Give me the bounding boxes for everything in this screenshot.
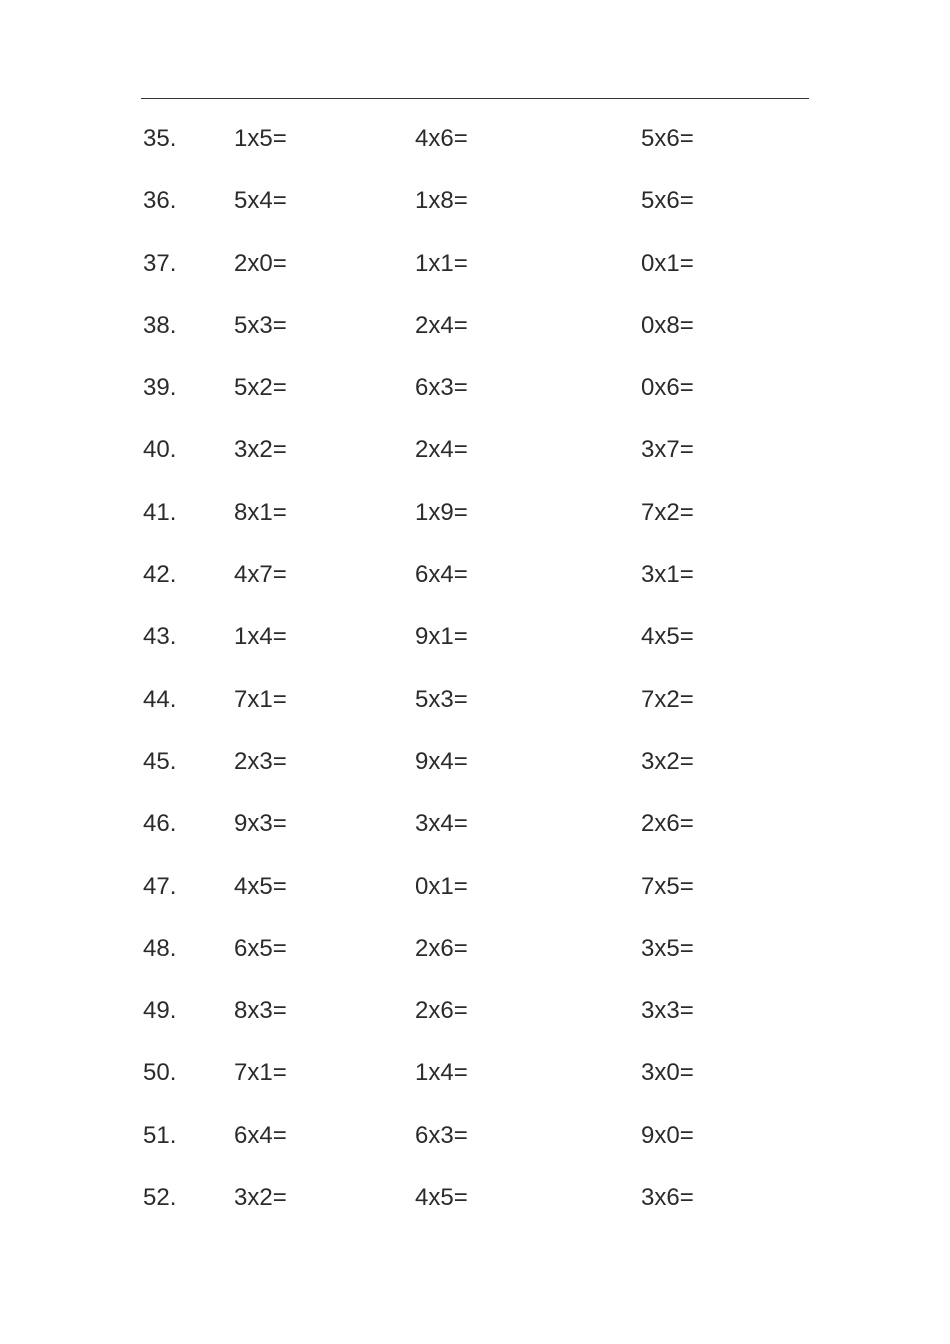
multiplication-problem: 2x0= [234, 249, 287, 277]
multiplication-problem: 1x4= [415, 1059, 468, 1087]
multiplication-problem: 5x3= [415, 685, 468, 713]
problem-row [0, 177, 950, 239]
multiplication-problem: 4x5= [415, 1184, 468, 1212]
multiplication-problem: 1x4= [234, 623, 287, 651]
multiplication-problem: 2x6= [641, 810, 694, 838]
multiplication-problem: 5x3= [234, 311, 287, 339]
multiplication-problem: 5x4= [234, 187, 287, 215]
multiplication-problem: 1x9= [415, 498, 468, 526]
multiplication-problem: 5x6= [641, 187, 694, 215]
multiplication-problem: 6x5= [234, 934, 287, 962]
multiplication-problem: 6x3= [415, 374, 468, 402]
multiplication-problem: 1x8= [415, 187, 468, 215]
problem-row [0, 115, 950, 177]
problem-number: 47. [143, 872, 177, 900]
multiplication-problem: 3x0= [641, 1059, 694, 1087]
problem-row [0, 676, 950, 738]
problem-row [0, 426, 950, 488]
multiplication-problem: 2x4= [415, 311, 468, 339]
problem-list [0, 115, 950, 1236]
multiplication-problem: 7x5= [641, 872, 694, 900]
multiplication-problem: 3x7= [641, 436, 694, 464]
problem-row [0, 302, 950, 364]
multiplication-problem: 6x4= [415, 561, 468, 589]
multiplication-problem: 4x6= [415, 125, 468, 152]
multiplication-problem: 0x8= [641, 311, 694, 339]
problem-number: 43. [143, 623, 177, 651]
multiplication-problem: 9x0= [641, 1121, 694, 1149]
multiplication-problem: 3x2= [234, 436, 287, 464]
problem-row [0, 987, 950, 1049]
multiplication-problem: 2x4= [415, 436, 468, 464]
problem-number: 45. [143, 747, 177, 775]
multiplication-problem: 5x6= [641, 125, 694, 152]
problem-number: 49. [143, 997, 177, 1025]
problem-number: 50. [143, 1059, 177, 1087]
multiplication-problem: 3x2= [234, 1184, 287, 1212]
problem-number: 38. [143, 311, 177, 339]
problem-row [0, 364, 950, 426]
problem-number: 52. [143, 1184, 177, 1212]
multiplication-problem: 1x5= [234, 125, 287, 152]
problem-number: 51. [143, 1121, 177, 1149]
problem-number: 40. [143, 436, 177, 464]
multiplication-problem: 3x2= [641, 747, 694, 775]
multiplication-problem: 7x2= [641, 498, 694, 526]
multiplication-problem: 4x5= [641, 623, 694, 651]
problem-row [0, 240, 950, 302]
problem-number: 36. [143, 187, 177, 215]
multiplication-problem: 3x4= [415, 810, 468, 838]
multiplication-problem: 4x7= [234, 561, 287, 589]
problem-row [0, 489, 950, 551]
problem-number: 37. [143, 249, 177, 277]
problem-number: 42. [143, 561, 177, 589]
problem-row [0, 1049, 950, 1111]
multiplication-problem: 9x4= [415, 747, 468, 775]
multiplication-problem: 3x5= [641, 934, 694, 962]
problem-row [0, 925, 950, 987]
problem-row [0, 738, 950, 800]
problem-row [0, 1112, 950, 1174]
multiplication-problem: 9x1= [415, 623, 468, 651]
problem-number: 35. [143, 125, 177, 152]
top-rule [141, 98, 809, 99]
multiplication-problem: 3x6= [641, 1184, 694, 1212]
multiplication-problem: 9x3= [234, 810, 287, 838]
multiplication-problem: 2x6= [415, 934, 468, 962]
problem-row [0, 1174, 950, 1236]
multiplication-problem: 0x6= [641, 374, 694, 402]
multiplication-problem: 6x3= [415, 1121, 468, 1149]
multiplication-problem: 8x1= [234, 498, 287, 526]
multiplication-problem: 7x1= [234, 1059, 287, 1087]
problem-row [0, 863, 950, 925]
multiplication-problem: 3x3= [641, 997, 694, 1025]
multiplication-problem: 7x1= [234, 685, 287, 713]
multiplication-problem: 0x1= [415, 872, 468, 900]
problem-row [0, 613, 950, 675]
multiplication-problem: 5x2= [234, 374, 287, 402]
multiplication-problem: 0x1= [641, 249, 694, 277]
multiplication-problem: 2x3= [234, 747, 287, 775]
multiplication-problem: 4x5= [234, 872, 287, 900]
problem-row [0, 551, 950, 613]
multiplication-problem: 8x3= [234, 997, 287, 1025]
problem-number: 44. [143, 685, 177, 713]
multiplication-problem: 1x1= [415, 249, 468, 277]
problem-number: 48. [143, 934, 177, 962]
multiplication-problem: 6x4= [234, 1121, 287, 1149]
multiplication-problem: 2x6= [415, 997, 468, 1025]
problem-number: 41. [143, 498, 177, 526]
problem-number: 46. [143, 810, 177, 838]
problem-row [0, 800, 950, 862]
multiplication-problem: 7x2= [641, 685, 694, 713]
multiplication-problem: 3x1= [641, 561, 694, 589]
problem-number: 39. [143, 374, 177, 402]
